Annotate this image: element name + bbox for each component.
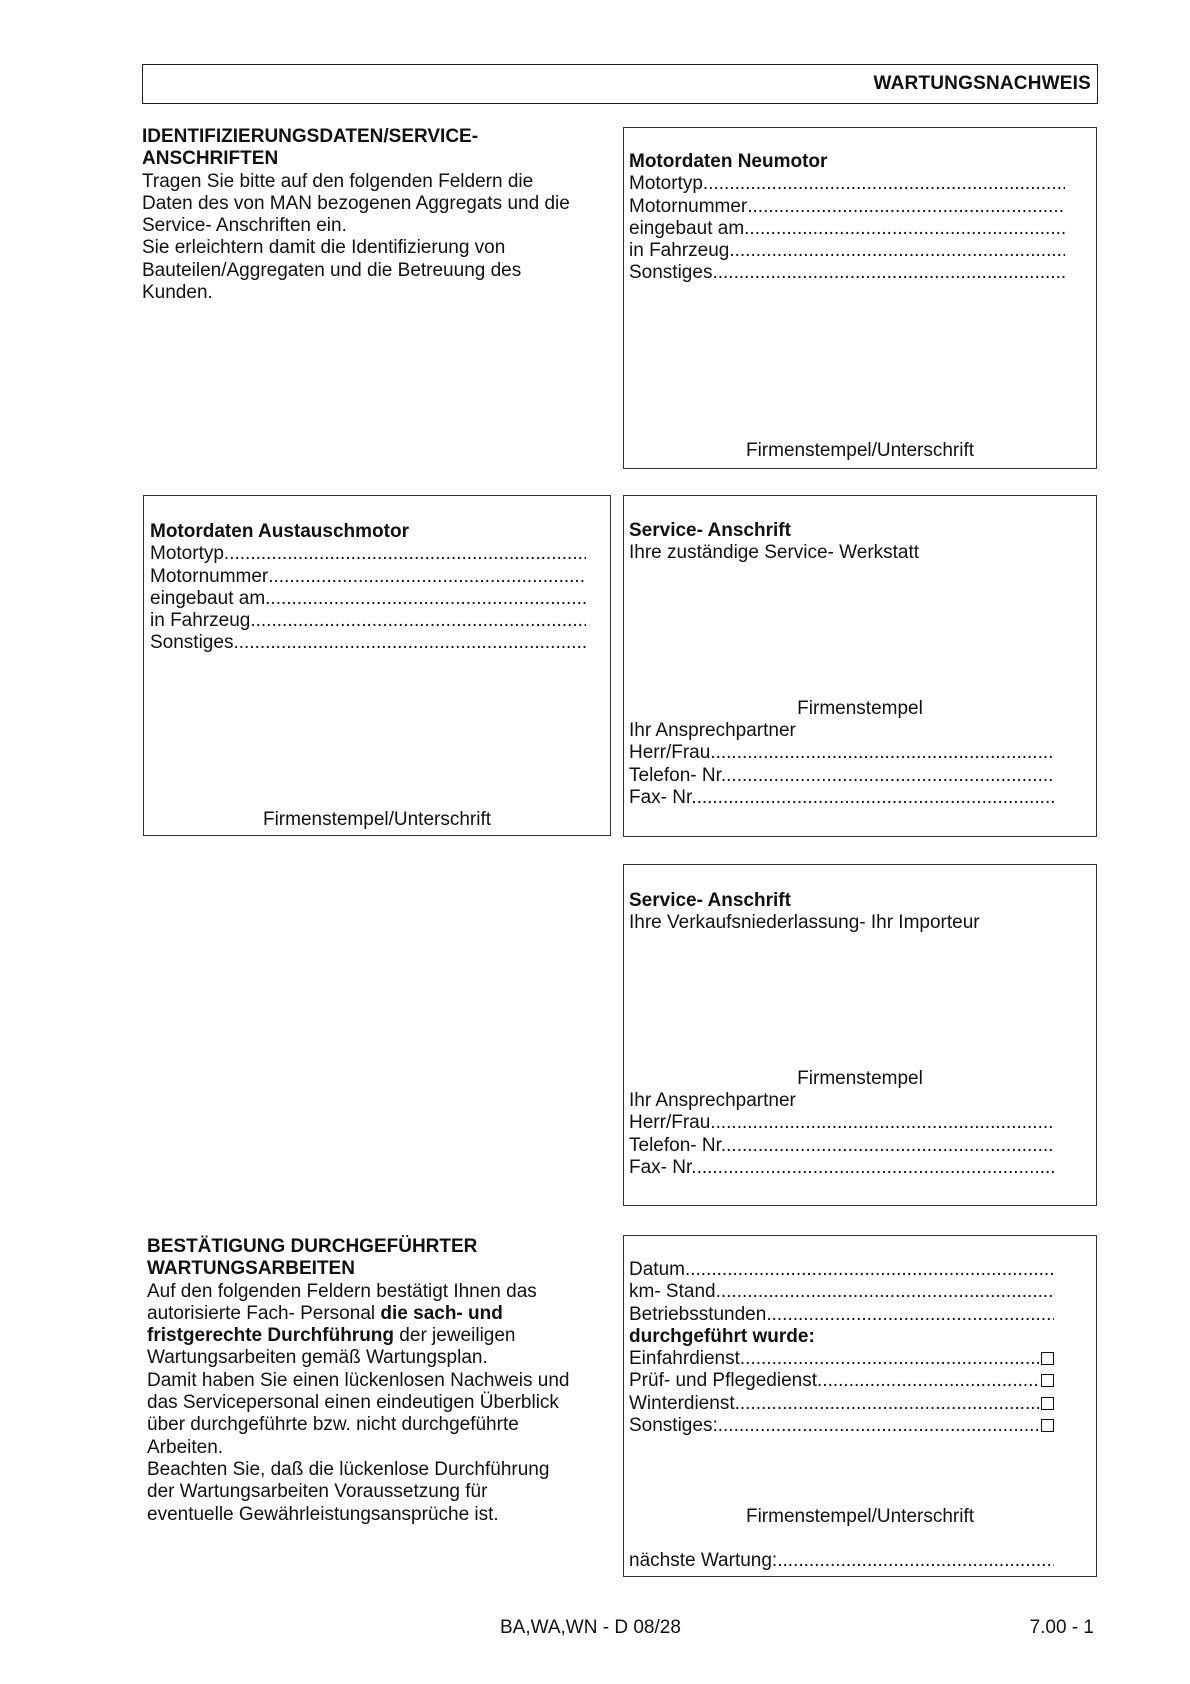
fill-in-dots [766, 1304, 1054, 1326]
stamp-signature-label: Firmenstempel/Unterschrift [745, 1506, 975, 1527]
fill-in-dots [710, 1112, 1054, 1134]
service-title: Service- Anschrift [629, 520, 791, 541]
intro-heading-line: ANSCHRIFTEN [142, 148, 279, 170]
neumotor-field-row[interactable] [629, 240, 1065, 262]
field-label: Telefon- Nr. [629, 764, 727, 786]
field-label: Herr/Frau [629, 1112, 711, 1134]
confirmation-section [147, 1236, 607, 1526]
intro-heading-line: IDENTIFIZIERUNGSDATEN/SERVICE- [142, 126, 479, 147]
maintenance-field-row[interactable] [629, 1259, 1054, 1281]
checkbox[interactable] [1041, 1374, 1054, 1387]
confirmation-heading-line: WARTUNGSARBEITEN [147, 1258, 355, 1280]
neumotor-field-row[interactable] [629, 196, 1065, 218]
service-check-row [629, 1370, 1054, 1392]
fill-in-dots [735, 1393, 1039, 1415]
austauschmotor-box [143, 495, 611, 836]
fill-in-dots [718, 1415, 1039, 1437]
field-label: Betriebsstunden [629, 1303, 767, 1325]
intro-text-line: Sie erleichtern damit die Identifizierung von [142, 237, 506, 259]
footer-page-number: 7.00 - 1 [1029, 1617, 1094, 1638]
confirmation-text-line: das Servicepersonal einen eindeutigen Überblick [147, 1392, 559, 1414]
neumotor-field-row[interactable] [629, 262, 1065, 284]
contact-field-row[interactable] [629, 1112, 1054, 1134]
confirmation-text-line [147, 1325, 607, 1347]
field-label: Datum [629, 1259, 685, 1280]
contact-label: Ihr Ansprechpartner [629, 1090, 796, 1111]
header-box [142, 64, 1098, 104]
service-check-row [629, 1393, 1054, 1415]
confirmation-text-line: Beachten Sie, daß die lückenlose Durchführung [147, 1458, 550, 1480]
fill-in-dots [265, 588, 586, 610]
service-title: Service- Anschrift [629, 890, 791, 911]
austauschmotor-title: Motordaten Austauschmotor [150, 521, 409, 542]
fill-in-dots [740, 1348, 1039, 1370]
check-label: Prüf- und Pflegedienst [629, 1370, 818, 1392]
service-check-row [629, 1348, 1054, 1370]
field-label: Telefon- Nr. [629, 1134, 727, 1156]
contact-field-row[interactable] [629, 1135, 1054, 1157]
service-werkstatt-box [623, 495, 1097, 837]
confirmation-text-line [147, 1303, 607, 1325]
contact-field-row[interactable] [629, 765, 1054, 787]
field-label: nächste Wartung: [629, 1550, 778, 1571]
fill-in-dots [268, 566, 586, 588]
fill-in-dots [817, 1370, 1039, 1392]
field-label: Fax- Nr. [629, 1156, 697, 1178]
check-label: Winterdienst [629, 1392, 735, 1414]
service-subtitle: Ihre zuständige Service- Werkstatt [629, 542, 920, 564]
field-label: Motortyp [150, 543, 224, 565]
maintenance-field-row[interactable] [629, 1304, 1054, 1326]
fill-in-dots [233, 632, 586, 654]
confirmation-text-line: Wartungsarbeiten gemäß Wartungsplan. [147, 1347, 488, 1369]
confirmation-text-line: Damit haben Sie einen lückenlosen Nachweis und [147, 1369, 570, 1391]
maintenance-box [623, 1235, 1097, 1577]
stamp-signature-label: Firmenstempel/Unterschrift [262, 809, 492, 830]
intro-text-line: Service- Anschriften ein. [142, 215, 347, 237]
field-label: eingebaut am [150, 587, 266, 609]
confirmation-text-line: eventuelle Gewährleistungsansprüche ist. [147, 1503, 499, 1525]
fill-in-dots [726, 1135, 1054, 1157]
company-stamp-label: Firmenstempel [797, 1068, 923, 1089]
neumotor-field-row[interactable] [629, 218, 1065, 240]
contact-label: Ihr Ansprechpartner [629, 720, 796, 741]
stamp-signature-label: Firmenstempel/Unterschrift [745, 440, 975, 461]
fill-in-dots [685, 1259, 1054, 1281]
confirmation-heading-line: BESTÄTIGUNG DURCHGEFÜHRTER [147, 1236, 478, 1257]
intro-text-line: Tragen Sie bitte auf den folgenden Feldern die [142, 170, 534, 192]
fill-in-dots [712, 262, 1065, 284]
fill-in-dots [726, 765, 1054, 787]
austauschmotor-field-row[interactable] [150, 566, 586, 588]
page-title: WARTUNGSNACHWEIS [873, 73, 1091, 94]
fill-in-dots [697, 1157, 1054, 1179]
confirmation-text-line: der Wartungsarbeiten Voraussetzung für [147, 1481, 488, 1503]
field-label: eingebaut am [629, 217, 745, 239]
fill-in-dots [716, 1281, 1054, 1303]
field-label: Herr/Frau [629, 742, 711, 764]
field-label: Fax- Nr. [629, 786, 697, 808]
neumotor-title: Motordaten Neumotor [629, 151, 828, 172]
neumotor-field-row[interactable] [629, 173, 1065, 195]
neumotor-box [623, 127, 1097, 469]
confirmation-emphasis: die sach- und [380, 1302, 503, 1324]
fill-in-dots [710, 742, 1054, 764]
fill-in-dots [250, 610, 586, 632]
next-maintenance-row[interactable] [629, 1550, 1054, 1572]
service-importeur-box [623, 864, 1097, 1206]
field-label: in Fahrzeug [629, 240, 730, 262]
austauschmotor-field-row[interactable] [150, 610, 586, 632]
field-label: Motornummer [629, 195, 748, 217]
confirmation-text-line: über durchgeführte bzw. nicht durchgeführte [147, 1414, 519, 1436]
fill-in-dots [224, 543, 586, 565]
field-label: Motornummer [150, 565, 269, 587]
service-check-row [629, 1415, 1054, 1437]
fill-in-dots [747, 196, 1065, 218]
intro-text-line: Kunden. [142, 282, 213, 304]
confirmation-text-line: Auf den folgenden Feldern bestätigt Ihnen das [147, 1280, 537, 1302]
confirmation-text-line: Arbeiten. [147, 1436, 224, 1458]
checkbox[interactable] [1041, 1419, 1054, 1432]
check-label: Sonstiges: [629, 1415, 718, 1437]
austauschmotor-field-row[interactable] [150, 632, 586, 654]
fill-in-dots [729, 240, 1065, 262]
check-label: Einfahrdienst [629, 1348, 740, 1370]
contact-field-row[interactable] [629, 1157, 1054, 1179]
done-label: durchgeführt wurde: [629, 1325, 815, 1347]
contact-field-row[interactable] [629, 787, 1054, 809]
company-stamp-label: Firmenstempel [797, 698, 923, 719]
service-subtitle: Ihre Verkaufsniederlassung- Ihr Importeur [629, 912, 980, 934]
field-label: Sonstiges [150, 632, 234, 654]
field-label: Sonstiges [629, 262, 713, 284]
fill-in-dots [703, 173, 1065, 195]
fill-in-dots [777, 1550, 1054, 1572]
austauschmotor-field-row[interactable] [150, 588, 586, 610]
fill-in-dots [697, 787, 1054, 809]
field-label: Motortyp [629, 173, 703, 195]
footer-document-id: BA,WA,WN - D 08/28 [500, 1617, 681, 1638]
intro-section [142, 126, 612, 304]
maintenance-field-row[interactable] [629, 1281, 1054, 1303]
confirmation-emphasis: fristgerechte Durchführung [147, 1325, 395, 1347]
field-label: in Fahrzeug [150, 610, 251, 632]
intro-text-line: Bauteilen/Aggregaten und die Betreuung des [142, 259, 522, 281]
confirmation-text-run: autorisierte Fach- Personal [147, 1302, 381, 1324]
checkbox[interactable] [1041, 1397, 1054, 1410]
field-label: km- Stand [629, 1281, 716, 1303]
fill-in-dots [744, 218, 1065, 240]
austauschmotor-field-row[interactable] [150, 543, 586, 565]
confirmation-text-run: der jeweiligen [394, 1325, 516, 1347]
intro-text-line: Daten des von MAN bezogenen Aggregats und die [142, 192, 570, 214]
checkbox[interactable] [1041, 1352, 1054, 1365]
contact-field-row[interactable] [629, 742, 1054, 764]
